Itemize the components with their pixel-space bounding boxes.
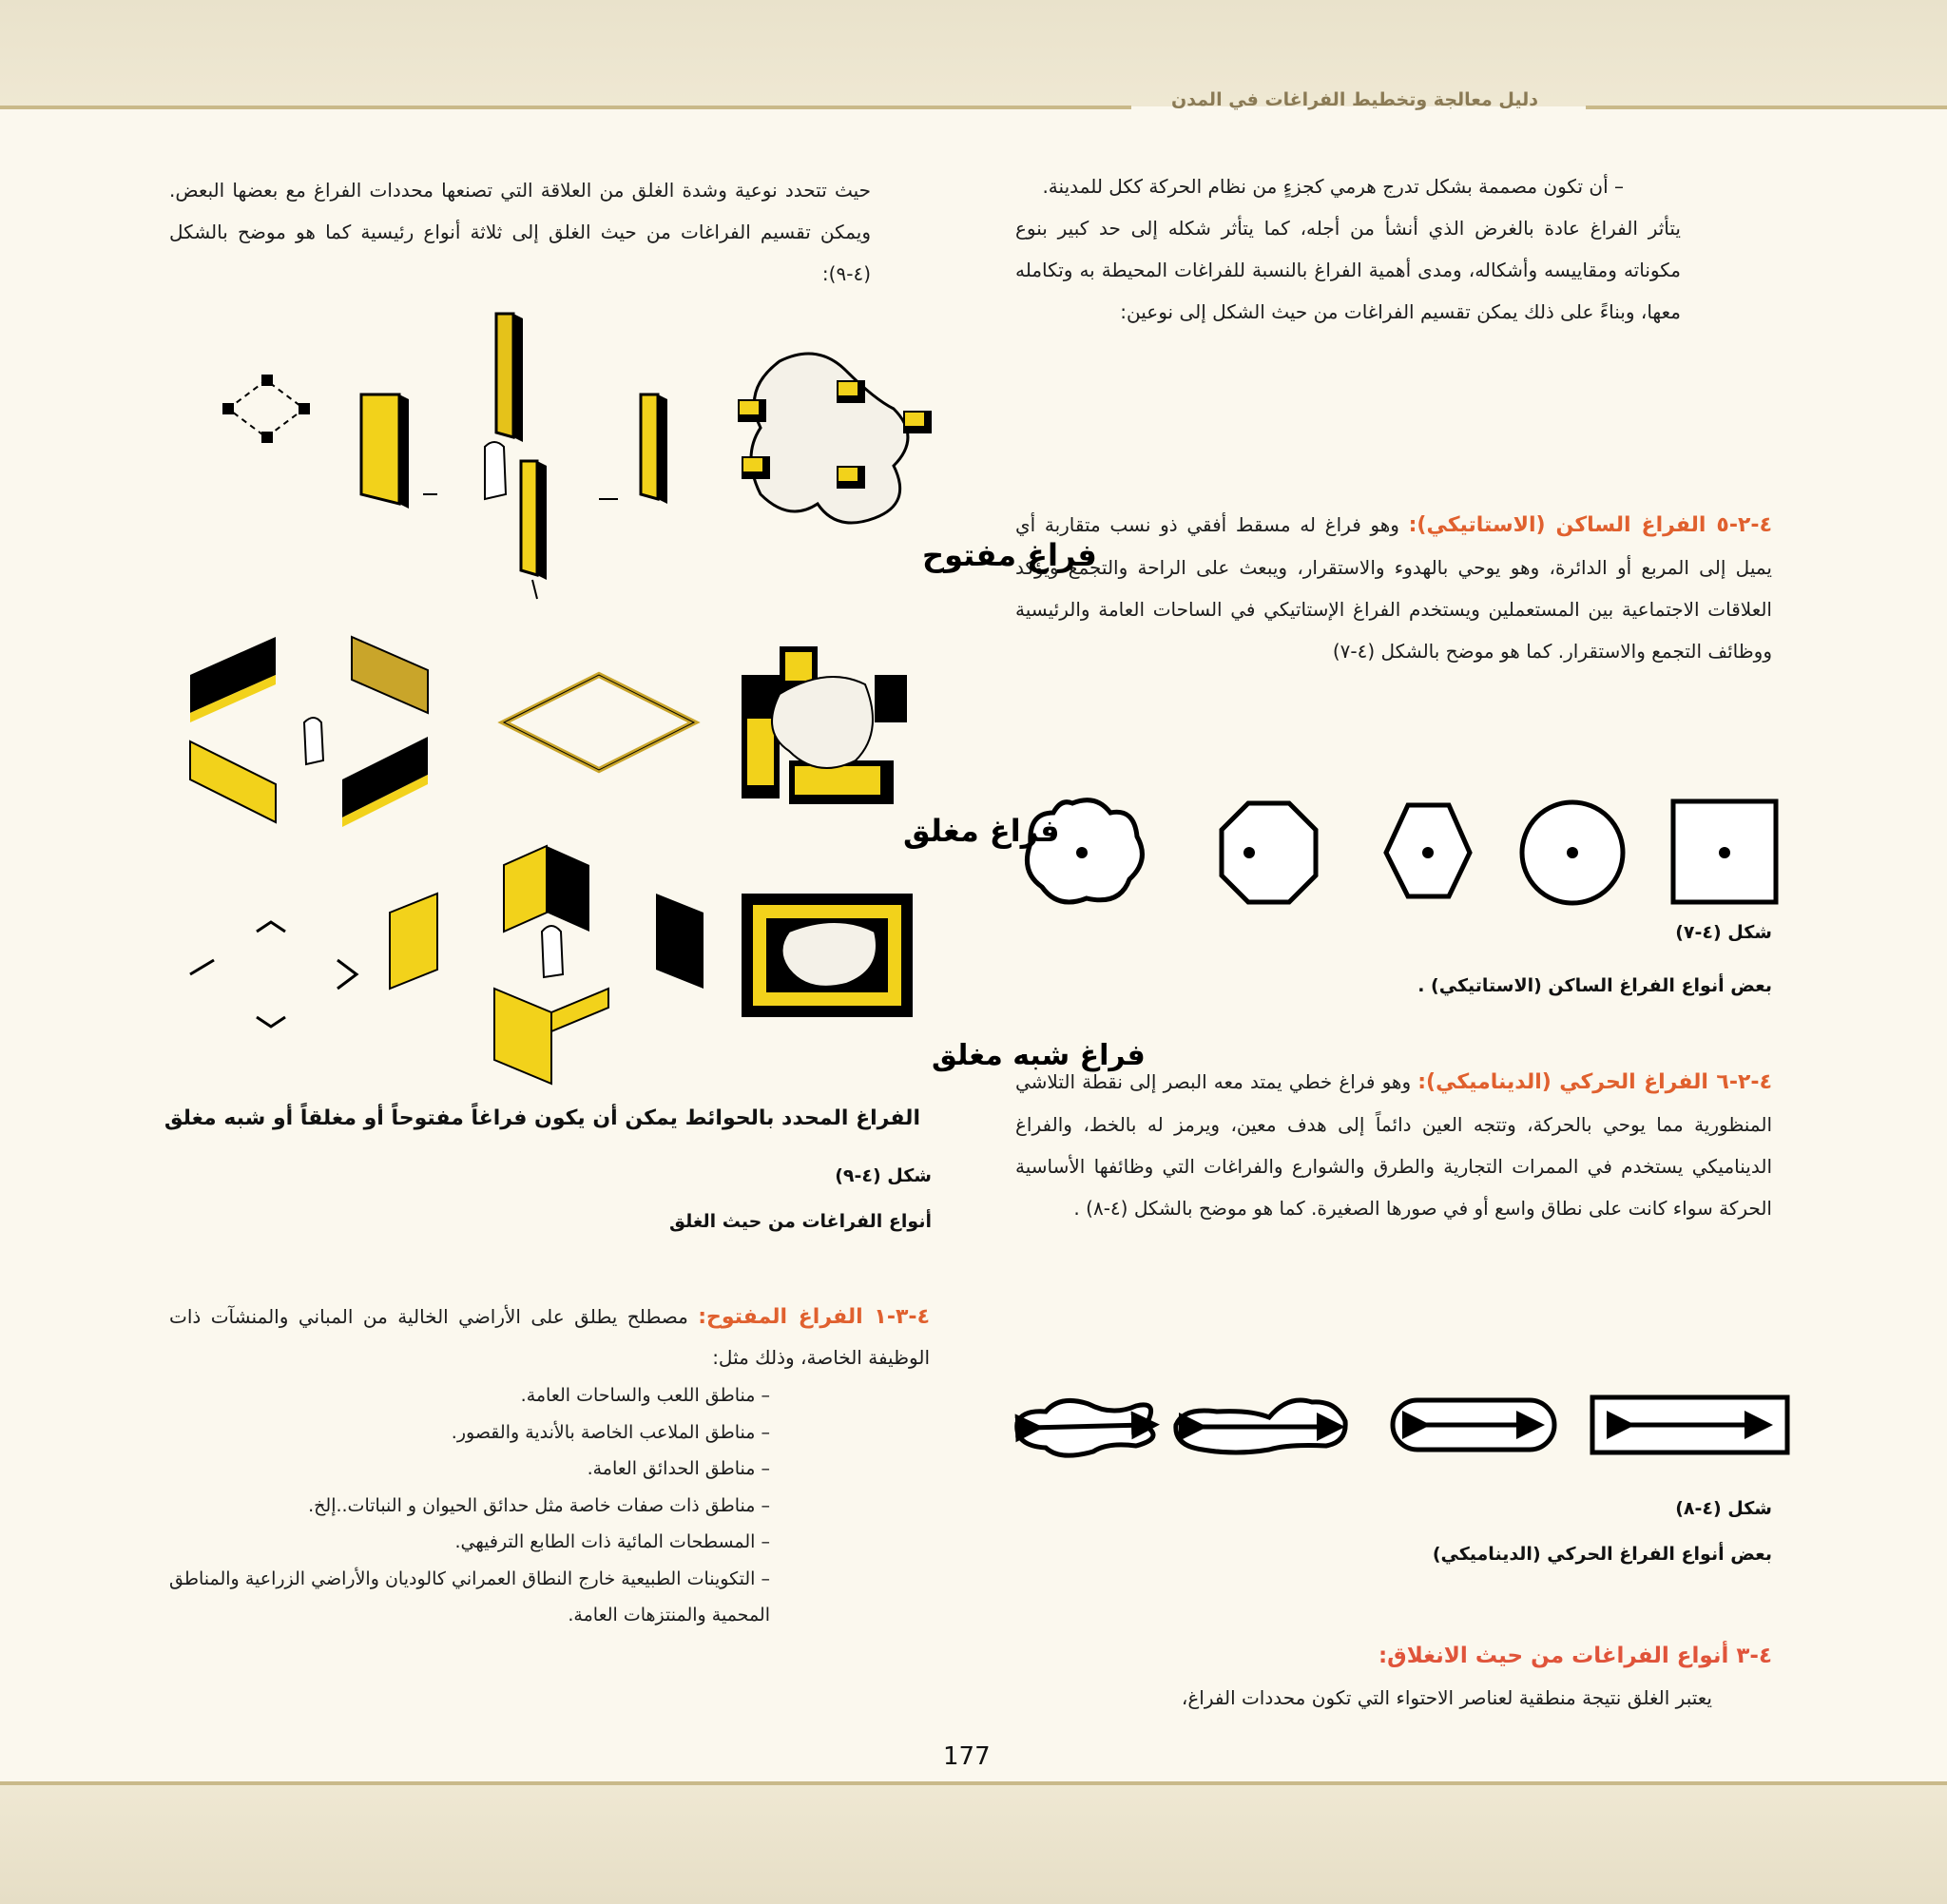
static-hexagon-shape xyxy=(1386,805,1470,896)
closure-section xyxy=(1015,1635,1772,1719)
semi-plan-blob xyxy=(742,894,913,1017)
open-plan-blob xyxy=(738,354,932,523)
dynamic-organic-shape xyxy=(1017,1400,1153,1455)
closure-heading: ٤-٣ أنواع الفراغات من حيث الانغلاق: xyxy=(1378,1644,1772,1668)
fig8-label: شكل (٤-٨) xyxy=(1675,1498,1772,1519)
top-band xyxy=(0,0,1947,106)
dynamic-text: وهو فراغ خطي يمتد معه البصر إلى نقطة التلاشي المنظورية مما يوحي بالحركة، وتتجه العين دائماً إلى هدف معين، ويرمز له بالخط، والفراغ الديناميكي يستخدم في الممرات التجارية والطرق والشوارع والفراغات التي وظائفها الأساسية الحركة سواء كانت على نطاق واسع أو في صورها الصغيرة. كما هو موضح بالشكل (٤-٨) . xyxy=(1015,1070,1772,1220)
fig9-caption: أنواع الفراغات من حيث الغلق xyxy=(668,1211,932,1232)
dynamic-heading: ٤-٢-٦ الفراغ الحركي (الديناميكي): xyxy=(1417,1070,1772,1094)
closed-walls-sketch xyxy=(190,637,694,827)
dynamic-section xyxy=(1015,1061,1772,1229)
fig8-caption: بعض أنواع الفراغ الحركي (الديناميكي) xyxy=(1432,1544,1772,1565)
fig9-note: الفراغ المحدد بالحوائط يمكن أن يكون فراغاً مفتوحاً أو مغلقاً أو شبه مغلق xyxy=(164,1106,920,1130)
fig7-caption: بعض أنواع الفراغ الساكن (الاستاتيكي) . xyxy=(1417,975,1772,996)
dynamic-irregular-shape xyxy=(1176,1400,1345,1452)
page-number: 177 xyxy=(943,1742,991,1771)
bullet-item: – مناطق اللعب والساحات العامة. xyxy=(520,1385,770,1406)
header-rule-left xyxy=(0,106,1131,109)
bullet-item: – مناطق ذات صفات خاصة مثل حدائق الحيوان و النباتات..إلخ. xyxy=(308,1494,770,1516)
left-intro xyxy=(169,169,873,295)
open-space-bullets xyxy=(169,1377,930,1634)
dynamic-rectangle-shape xyxy=(1592,1397,1787,1452)
bottom-band xyxy=(0,1783,1947,1904)
right-intro xyxy=(1015,165,1681,333)
open-plan-corners xyxy=(222,375,310,443)
running-header: دليل معالجة وتخطيط الفراغات في المدن xyxy=(1171,89,1538,110)
label-open-space: فراغ مفتوح xyxy=(922,537,1097,573)
static-heading: ٤-٢-٥ الفراغ الساكن (الاستاتيكي): xyxy=(1408,513,1772,537)
static-text: وهو فراغ له مسقط أفقي ذو نسب متقاربة أي يميل إلى المربع أو الدائرة، وهو يوحي بالهدوء والاستقرار، ويبعث على الراحة والتجمع ويؤكد العلاقات الاجتماعية بين المستعملين ويستخدم الفراغ الإستاتيكي في الساحات العامة والرئيسية ووظائف التجمع والاستقرار. كما هو موضح بالشكل (٤-٧) xyxy=(1015,513,1772,663)
semi-walls-sketch xyxy=(190,846,704,1084)
intro-bullet: – أن تكون مصممة بشكل تدرج هرمي كجزءٍ من نظام الحركة ككل للمدينة. xyxy=(1042,175,1624,198)
fig7-label: شكل (٤-٧) xyxy=(1675,922,1772,943)
bullet-item: – التكوينات الطبيعية خارج النطاق العمراني كالوديان والأراضي الزراعية والمناطق المحمية والمنتزهات العامة. xyxy=(169,1567,770,1625)
intro-paragraph: يتأثر الفراغ عادة بالغرض الذي أنشأ من أجله، كما يتأثر شكله إلى حد كبير بنوع مكوناته ومقاييسه وأشكاله، ومدى أهمية الفراغ بالنسبة للفراغات المحيطة به وتكامله معها، وبناءً على ذلك يمكن تقسيم الفراغات من حيث الشكل إلى نوعين: xyxy=(1015,217,1681,323)
label-closed-space: فراغ مغلق xyxy=(903,813,1060,849)
bullet-item: – المسطحات المائية ذات الطابع الترفيهي. xyxy=(454,1531,770,1552)
open-space-heading: ٤-٣-١ الفراغ المفتوح: xyxy=(698,1305,930,1329)
static-octagon-shape xyxy=(1222,803,1316,902)
figure-4-8 xyxy=(1003,1383,1802,1469)
open-space-section xyxy=(169,1297,930,1634)
label-semi-closed-space: فراغ شبه مغلق xyxy=(932,1039,1146,1072)
fig9-label: شكل (٤-٩) xyxy=(835,1165,932,1186)
open-walls-sketch xyxy=(361,314,667,599)
closure-text: يعتبر الغلق نتيجة منطقية لعناصر الاحتواء التي تكون محددات الفراغ، xyxy=(1181,1686,1712,1709)
figure-4-9 xyxy=(171,304,1146,1084)
bullet-item: – مناطق الملاعب الخاصة بالأندية والقصور. xyxy=(451,1421,770,1443)
static-circle-shape xyxy=(1522,802,1623,903)
static-section xyxy=(1015,504,1772,672)
footer-rule xyxy=(0,1781,1947,1785)
dynamic-oval-shape xyxy=(1393,1400,1554,1450)
header-rule-right xyxy=(1586,106,1947,109)
open-space-text: مصطلح يطلق على الأراضي الخالية من المباني والمنشآت ذات الوظيفة الخاصة، وذلك مثل: xyxy=(169,1305,930,1369)
closed-plan-blob xyxy=(742,646,907,804)
figure-4-7 xyxy=(1015,784,1795,913)
left-intro-text: حيث تتحدد نوعية وشدة الغلق من العلاقة التي تصنعها محددات الفراغ مع بعضها البعض. ويمكن تقسيم الفراغات من حيث الغلق إلى ثلاثة أنواع رئيسية كما هو موضح بالشكل (٤-٩): xyxy=(169,179,871,285)
static-square-shape xyxy=(1673,801,1776,902)
bullet-item: – مناطق الحدائق العامة. xyxy=(587,1458,770,1479)
